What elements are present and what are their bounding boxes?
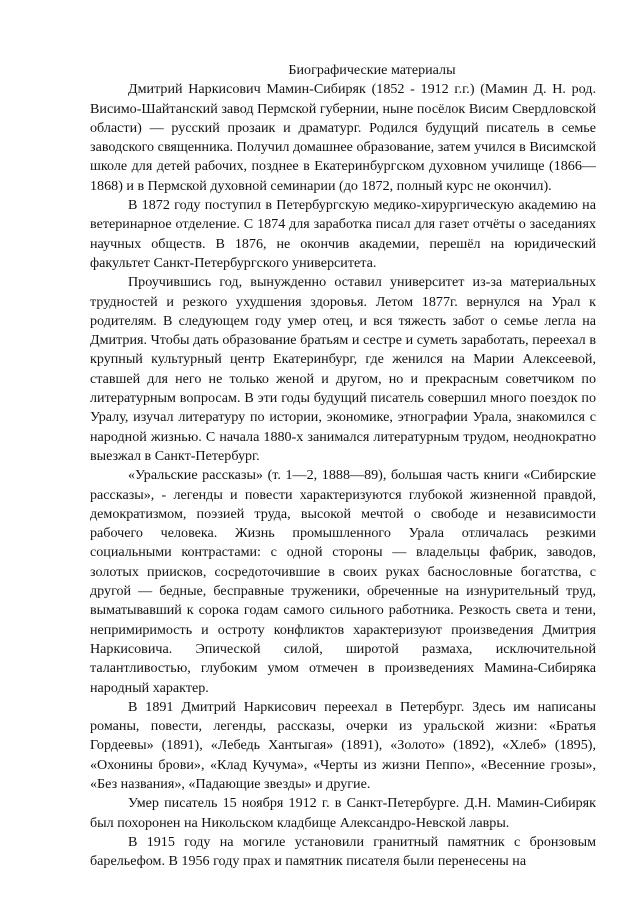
paragraph-ural-stories: «Уральские рассказы» (т. 1—2, 1888—89), большая часть книги «Сибирские рассказы», - легенды и повести характеризуются глубокой жизненной правдой, демократизмом, поэзией труда, высокой мечтой о свободе и независимости рабочего человека. Жизнь промышленного Урала отличалась резкими социальными контрастами: с одной стороны — владельцы фабрик, заводов, золотых приисков, сосредоточившие в своих руках баснословные богатства, с другой — бедные, бесправные труженики, обреченные на изнурительный труд, выматывавший к сорока годам самого сильного работника. Резкость света и тени, непримиримость и остроту конфликтов характеризуют произведения Дмитрия Наркисовича. Эпической силой, широтой размаха, исключительной талантливостью, глубоким умом отмечен в произведениях Мамина-Сибиряка народный характер. — [90, 467, 596, 696]
document-title: Биографические материалы — [288, 62, 456, 78]
paragraph-petersburg-works: В 1891 Дмитрий Наркисович переехал в Петербург. Здесь им написаны романы, повести, легенды, рассказы, очерки из уральской жизни: «Братья Гордеевы» (1891), «Лебедь Хантыгая» (1891), «Золото» (1892), «Хлеб» (1895), «Охонины брови», «Клад Кучума», «Черты из жизни Пеппо», «Весенние грозы», «Без названия», «Падающие звезды» и другие. — [90, 698, 596, 792]
document-body — [90, 61, 596, 871]
paragraph-academy: В 1872 году поступил в Петербургскую медико-хирургическую академию на ветеринарное отделение. С 1874 для заработка писал для газет отчёты о заседаниях научных обществ. В 1876, не окончив академии, перешёл на юридический факультет Санкт-Петербургского университета. — [90, 197, 596, 271]
paragraph-early-life: Дмитрий Наркисович Мамин-Сибиряк (1852 - 1912 г.г.) (Мамин Д. Н. род. Висимо-Шайтанский завод Пермской губернии, ныне посёлок Висим Свердловской области) — русский прозаик и драматург. Родился будущий писатель в семье заводского священника. Получил домашнее образование, затем учился в Висимской школе для детей рабочих, позднее в Екатеринбургском духовном училище (1866—1868) и в Пермской духовной семинарии (до 1872, полный курс не окончил). — [90, 81, 596, 194]
paragraph-monument: В 1915 году на могиле установили гранитный памятник с бронзовым барельефом. В 1956 году прах и памятник писателя были перенесены на — [90, 833, 596, 870]
paragraph-death: Умер писатель 15 ноября 1912 г. в Санкт-Петербурге. Д.Н. Мамин-Сибиряк был похоронен на Никольском кладбище Александро-Невской лавры. — [90, 795, 596, 831]
paragraph-return-to-ural: Проучившись год, вынужденно оставил университет из-за материальных трудностей и резкого ухудшения здоровья. Летом 1877г. вернулся на Урал к родителям. В следующем году умер отец, и вся тяжесть забот о семье легла на Дмитрия. Чтобы дать образование братьям и сестре и суметь заработать, переехал в крупный культурный центр Екатеринбург, где женился на Марии Алексеевой, ставшей для него не только женой и другом, но и прекрасным советчиком по литературным вопросам. В эти годы будущий писатель совершил много поездок по Уралу, изучал литературу по истории, экономике, этнографии Урала, знакомился с народной жизнью. С начала 1880-х занимался литературным трудом, неоднократно выезжал в Санкт-Петербург. — [90, 274, 596, 464]
